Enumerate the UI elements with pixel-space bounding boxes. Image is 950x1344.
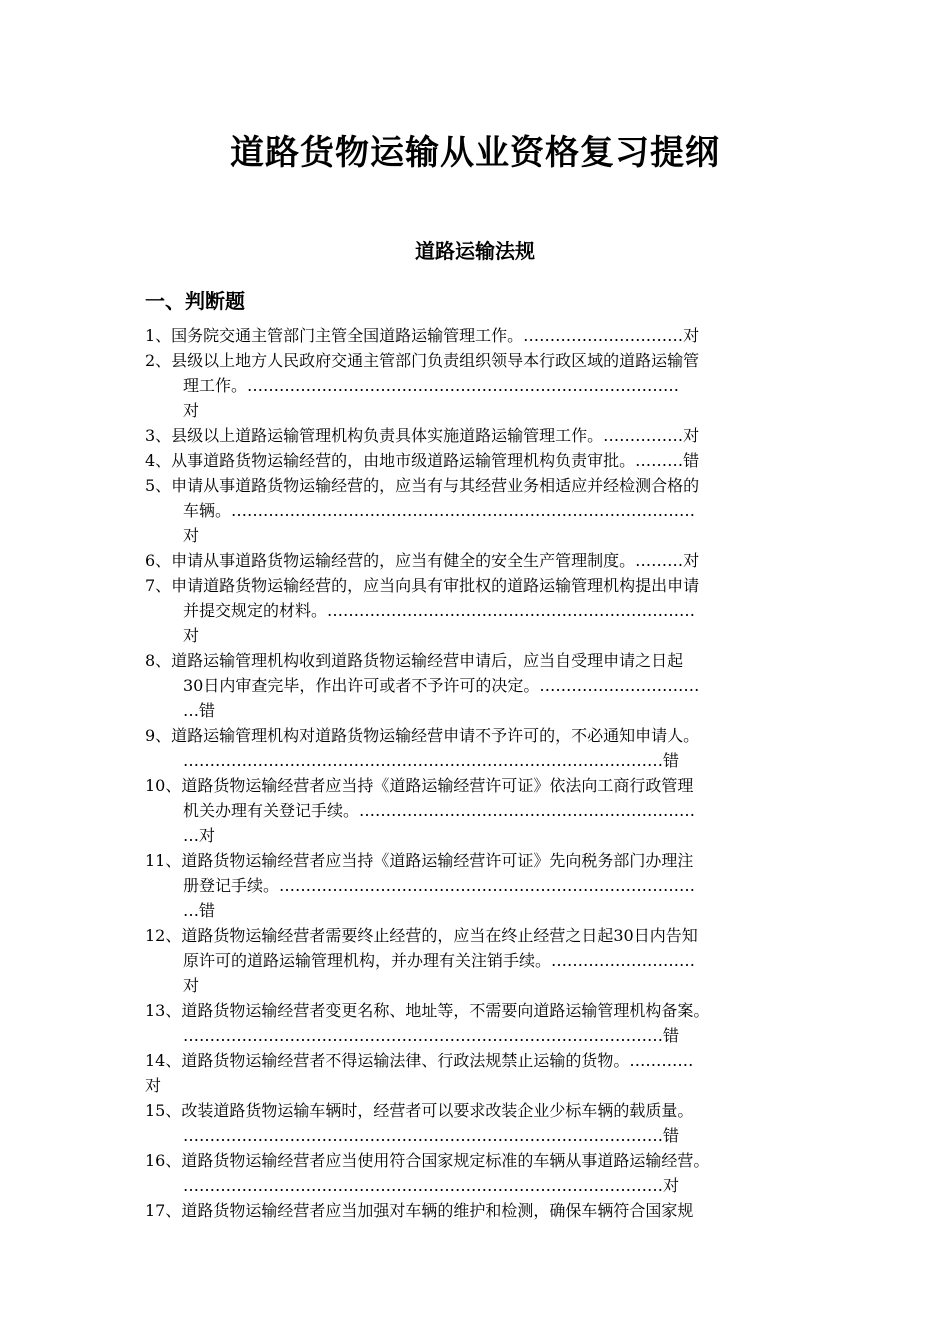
question-line: 2、县级以上地方人民政府交通主管部门负责组织领导本行政区域的道路运输管 [145, 351, 700, 370]
question-line: 14、道路货物运输经营者不得运输法律、行政法规禁止运输的货物。………… [145, 1051, 694, 1070]
answer-line: 对 [145, 1076, 162, 1095]
section-title: 道路运输法规 [415, 239, 535, 263]
question-line: 车辆。…………………………………………………………………………… [183, 501, 696, 520]
answer-line: ………………………………………………………………………………错 [183, 751, 680, 770]
question-line: 1、国务院交通主管部门主管全国道路运输管理工作。…………………………对 [145, 326, 700, 345]
answer-line: …对 [183, 826, 216, 845]
question-line: 16、道路货物运输经营者应当使用符合国家规定标准的车辆从事道路运输经营。 [145, 1151, 710, 1170]
answer-line: …错 [183, 701, 216, 720]
answer-line: ………………………………………………………………………………错 [183, 1026, 680, 1045]
answer-line: 对 [183, 401, 200, 420]
part-heading: 一、判断题 [145, 289, 245, 313]
answer-line: …错 [183, 901, 216, 920]
answer-line: 对 [183, 526, 200, 545]
question-line: 并提交规定的材料。…………………………………………………………… [183, 601, 696, 620]
question-line: 册登记手续。…………………………………………………………………… [183, 876, 696, 895]
answer-line: 对 [183, 626, 200, 645]
question-line: 13、道路货物运输经营者变更名称、地址等，不需要向道路运输管理机构备案。 [145, 1001, 710, 1020]
question-line: 15、改装道路货物运输车辆时，经营者可以要求改装企业少标车辆的载质量。 [145, 1101, 694, 1120]
question-line: 12、道路货物运输经营者需要终止经营的，应当在终止经营之日起30日内告知 [145, 926, 698, 945]
question-line: 8、道路运输管理机构收到道路货物运输经营申请后，应当自受理申请之日起 [145, 651, 684, 670]
question-line: 30日内审查完毕，作出许可或者不予许可的决定。………………………… [183, 676, 700, 695]
question-line: 9、道路运输管理机构对道路货物运输经营申请不予许可的，不必通知申请人。 [145, 726, 700, 745]
question-line: 11、道路货物运输经营者应当持《道路运输经营许可证》先向税务部门办理注 [145, 851, 694, 870]
question-line: 机关办理有关登记手续。……………………………………………………… [183, 801, 696, 820]
question-line: 7、申请道路货物运输经营的，应当向具有审批权的道路运输管理机构提出申请 [145, 576, 700, 595]
question-line: 理工作。……………………………………………………………………… [183, 376, 680, 395]
question-line: 10、道路货物运输经营者应当持《道路运输经营许可证》依法向工商行政管理 [145, 776, 694, 795]
question-line: 17、道路货物运输经营者应当加强对车辆的维护和检测，确保车辆符合国家规 [145, 1201, 694, 1220]
question-line: 4、从事道路货物运输经营的，由地市级道路运输管理机构负责审批。………错 [145, 451, 700, 470]
question-list [145, 323, 817, 1223]
document-title: 道路货物运输从业资格复习提纲 [230, 133, 720, 173]
question-line: 6、申请从事道路货物运输经营的，应当有健全的安全生产管理制度。………对 [145, 551, 700, 570]
question-line: 5、申请从事道路货物运输经营的，应当有与其经营业务相适应并经检测合格的 [145, 476, 700, 495]
question-line: 原许可的道路运输管理机构，并办理有关注销手续。……………………… [183, 951, 696, 970]
answer-line: 对 [183, 976, 200, 995]
answer-line: ………………………………………………………………………………错 [183, 1126, 680, 1145]
answer-line: ………………………………………………………………………………对 [183, 1176, 680, 1195]
question-line: 3、县级以上道路运输管理机构负责具体实施道路运输管理工作。……………对 [145, 426, 700, 445]
